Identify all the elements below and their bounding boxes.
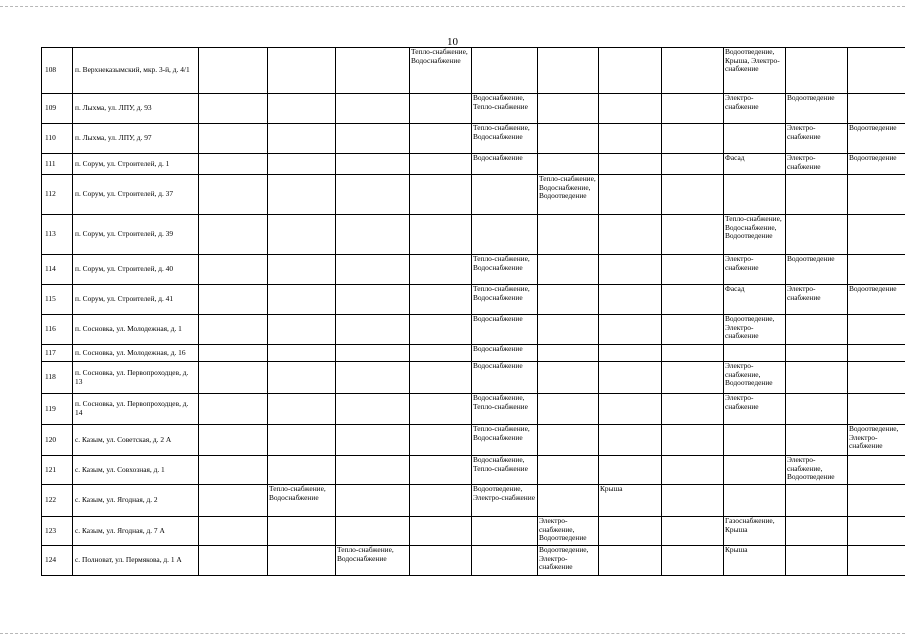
work-type-cell bbox=[538, 285, 599, 315]
work-type-cell bbox=[336, 394, 410, 425]
row-number: 109 bbox=[42, 94, 73, 124]
work-type-cell bbox=[410, 546, 472, 576]
work-type-cell bbox=[599, 215, 662, 255]
work-type-cell bbox=[662, 394, 724, 425]
work-type-cell bbox=[268, 124, 336, 154]
work-type-cell bbox=[268, 285, 336, 315]
work-type-cell bbox=[472, 175, 538, 215]
work-type-cell bbox=[410, 94, 472, 124]
work-type-cell: Водоотведение, Электро-снабжение bbox=[724, 315, 786, 345]
work-type-cell: Электро-снабжение bbox=[724, 394, 786, 425]
work-type-cell bbox=[199, 345, 268, 362]
work-type-cell: Тепло-снабжение, Водоснабжение bbox=[472, 255, 538, 285]
work-type-cell bbox=[410, 215, 472, 255]
address-cell: п. Сосновка, ул. Первопроходцев, д. 14 bbox=[73, 394, 199, 425]
work-type-cell bbox=[336, 425, 410, 456]
row-number: 115 bbox=[42, 285, 73, 315]
work-type-cell bbox=[662, 315, 724, 345]
table-row bbox=[42, 546, 905, 576]
work-type-cell bbox=[538, 315, 599, 345]
table-row bbox=[42, 456, 905, 485]
work-type-cell bbox=[268, 154, 336, 175]
work-type-cell bbox=[199, 456, 268, 485]
row-number: 111 bbox=[42, 154, 73, 175]
address-cell: с. Казым, ул. Советская, д. 2 А bbox=[73, 425, 199, 456]
work-type-cell bbox=[662, 124, 724, 154]
address-cell: с. Казым, ул. Ягодная, д. 2 bbox=[73, 485, 199, 517]
work-type-cell bbox=[662, 285, 724, 315]
work-type-cell: Тепло-снабжение, Водоснабжение bbox=[472, 124, 538, 154]
work-type-cell bbox=[336, 255, 410, 285]
work-type-cell bbox=[268, 48, 336, 94]
address-cell: с. Казым, ул. Совхозная, д. 1 bbox=[73, 456, 199, 485]
work-type-cell bbox=[199, 124, 268, 154]
work-type-cell: Тепло-снабжение, Водоснабжение bbox=[472, 285, 538, 315]
work-type-cell bbox=[538, 394, 599, 425]
work-type-cell bbox=[336, 345, 410, 362]
work-type-cell bbox=[724, 124, 786, 154]
row-number: 121 bbox=[42, 456, 73, 485]
work-type-cell: Фасад bbox=[724, 154, 786, 175]
work-type-cell bbox=[662, 215, 724, 255]
work-type-cell bbox=[336, 48, 410, 94]
work-type-cell bbox=[786, 425, 848, 456]
work-type-cell bbox=[599, 94, 662, 124]
work-type-cell bbox=[599, 315, 662, 345]
row-number: 110 bbox=[42, 124, 73, 154]
work-type-cell bbox=[848, 456, 905, 485]
work-type-cell bbox=[268, 425, 336, 456]
work-type-cell bbox=[199, 215, 268, 255]
address-cell: п. Сосновка, ул. Молодежная, д. 16 bbox=[73, 345, 199, 362]
address-cell: п. Сорум, ул. Строителей, д. 37 bbox=[73, 175, 199, 215]
work-type-cell bbox=[599, 285, 662, 315]
work-type-cell bbox=[662, 485, 724, 517]
work-type-cell: Водоотведение bbox=[848, 285, 905, 315]
work-type-cell bbox=[538, 425, 599, 456]
row-number: 123 bbox=[42, 517, 73, 546]
work-type-cell: Электро-снабжение, Водоотведение bbox=[786, 456, 848, 485]
row-number: 122 bbox=[42, 485, 73, 517]
work-type-cell bbox=[786, 315, 848, 345]
work-type-cell bbox=[410, 285, 472, 315]
work-type-cell bbox=[336, 215, 410, 255]
row-number: 117 bbox=[42, 345, 73, 362]
work-type-cell bbox=[848, 546, 905, 576]
work-type-cell bbox=[662, 517, 724, 546]
work-type-cell: Водоснабжение, Тепло-снабжение bbox=[472, 456, 538, 485]
address-cell: п. Верхнеказымский, мкр. 3-й, д. 4/1 bbox=[73, 48, 199, 94]
work-type-cell bbox=[848, 345, 905, 362]
work-type-cell bbox=[199, 175, 268, 215]
work-type-cell bbox=[724, 485, 786, 517]
work-type-cell bbox=[786, 517, 848, 546]
work-type-cell: Фасад bbox=[724, 285, 786, 315]
address-cell: с. Полноват, ул. Пермякова, д. 1 А bbox=[73, 546, 199, 576]
work-type-cell: Водоснабжение, Тепло-снабжение bbox=[472, 94, 538, 124]
work-type-cell bbox=[472, 546, 538, 576]
work-type-cell: Крыша bbox=[599, 485, 662, 517]
work-type-cell: Электро-снабжение, Водоотведение bbox=[724, 362, 786, 394]
work-type-cell bbox=[599, 362, 662, 394]
table-row bbox=[42, 215, 905, 255]
work-type-cell bbox=[786, 215, 848, 255]
table-row bbox=[42, 394, 905, 425]
work-type-cell bbox=[538, 456, 599, 485]
work-type-cell bbox=[848, 315, 905, 345]
table-row bbox=[42, 255, 905, 285]
work-type-cell: Водоотведение bbox=[786, 94, 848, 124]
work-type-cell bbox=[268, 546, 336, 576]
row-number: 120 bbox=[42, 425, 73, 456]
work-type-cell bbox=[268, 94, 336, 124]
work-type-cell bbox=[662, 154, 724, 175]
work-type-cell bbox=[472, 215, 538, 255]
work-type-cell: Тепло-снабжение, Водоснабжение bbox=[410, 48, 472, 94]
work-type-cell bbox=[786, 345, 848, 362]
work-type-cell: Водоснабжение, Тепло-снабжение bbox=[472, 394, 538, 425]
work-type-cell: Электро-снабжение bbox=[724, 94, 786, 124]
address-cell: п. Лыхма, ул. ЛПУ, д. 93 bbox=[73, 94, 199, 124]
work-type-cell bbox=[410, 315, 472, 345]
work-type-cell bbox=[662, 425, 724, 456]
work-type-cell bbox=[662, 255, 724, 285]
work-type-cell: Водоснабжение bbox=[472, 345, 538, 362]
address-cell: п. Сосновка, ул. Первопроходцев, д. 13 bbox=[73, 362, 199, 394]
work-type-cell bbox=[538, 485, 599, 517]
work-type-cell bbox=[538, 154, 599, 175]
work-type-cell bbox=[599, 345, 662, 362]
work-type-cell bbox=[724, 345, 786, 362]
work-type-cell bbox=[848, 362, 905, 394]
work-type-cell: Электро-снабжение bbox=[786, 285, 848, 315]
work-type-cell bbox=[268, 255, 336, 285]
work-type-cell: Водоснабжение bbox=[472, 362, 538, 394]
work-type-cell: Тепло-снабжение, Водоснабжение bbox=[472, 425, 538, 456]
work-type-cell bbox=[599, 425, 662, 456]
address-cell: с. Казым, ул. Ягодная, д. 7 А bbox=[73, 517, 199, 546]
table-row bbox=[42, 315, 905, 345]
work-type-cell bbox=[199, 394, 268, 425]
work-type-cell: Тепло-снабжение, Водоснабжение bbox=[268, 485, 336, 517]
work-type-cell: Водоотведение, Электро-снабжение bbox=[472, 485, 538, 517]
work-type-cell bbox=[599, 456, 662, 485]
work-type-cell bbox=[336, 456, 410, 485]
work-type-cell bbox=[538, 255, 599, 285]
table-row bbox=[42, 175, 905, 215]
work-type-cell bbox=[848, 517, 905, 546]
work-type-cell bbox=[410, 517, 472, 546]
work-type-cell: Водоотведение, Электро-снабжение bbox=[848, 425, 905, 456]
work-type-cell: Электро-снабжение bbox=[786, 154, 848, 175]
work-type-cell bbox=[268, 362, 336, 394]
work-type-cell bbox=[538, 345, 599, 362]
work-type-cell bbox=[199, 546, 268, 576]
work-type-cell bbox=[538, 94, 599, 124]
table-row bbox=[42, 154, 905, 175]
work-type-cell bbox=[848, 255, 905, 285]
work-type-cell bbox=[336, 94, 410, 124]
table-row bbox=[42, 94, 905, 124]
work-type-cell: Тепло-снабжение, Водоснабжение, Водоотведение bbox=[724, 215, 786, 255]
work-type-cell bbox=[538, 124, 599, 154]
work-type-cell bbox=[410, 154, 472, 175]
work-type-cell bbox=[410, 485, 472, 517]
work-type-cell bbox=[336, 285, 410, 315]
work-type-cell bbox=[268, 175, 336, 215]
row-number: 119 bbox=[42, 394, 73, 425]
work-type-cell bbox=[199, 154, 268, 175]
work-type-cell bbox=[599, 394, 662, 425]
work-type-cell bbox=[268, 315, 336, 345]
work-type-cell: Водоотведение bbox=[848, 124, 905, 154]
work-type-cell: Электро-снабжение, Водоотведение bbox=[538, 517, 599, 546]
work-type-cell bbox=[410, 255, 472, 285]
work-type-cell bbox=[268, 215, 336, 255]
work-type-cell bbox=[199, 255, 268, 285]
work-type-cell bbox=[848, 215, 905, 255]
repair-schedule-table bbox=[41, 47, 905, 576]
work-type-cell: Водоотведение bbox=[848, 154, 905, 175]
scan-edge-bottom bbox=[0, 633, 905, 634]
work-type-cell bbox=[662, 546, 724, 576]
work-type-cell: Водоотведение, Крыша, Электро-снабжение bbox=[724, 48, 786, 94]
work-type-cell bbox=[472, 48, 538, 94]
page-number: 10 bbox=[447, 36, 458, 48]
work-type-cell: Водоотведение bbox=[786, 255, 848, 285]
work-type-cell: Водоснабжение bbox=[472, 154, 538, 175]
work-type-cell bbox=[538, 215, 599, 255]
address-cell: п. Сосновка, ул. Молодежная, д. 1 bbox=[73, 315, 199, 345]
work-type-cell bbox=[848, 94, 905, 124]
work-type-cell: Крыша bbox=[724, 546, 786, 576]
work-type-cell bbox=[410, 345, 472, 362]
work-type-cell bbox=[599, 255, 662, 285]
work-type-cell bbox=[336, 485, 410, 517]
work-type-cell bbox=[786, 362, 848, 394]
table-row bbox=[42, 517, 905, 546]
table-row bbox=[42, 285, 905, 315]
work-type-cell bbox=[662, 362, 724, 394]
work-type-cell bbox=[599, 48, 662, 94]
address-cell: п. Сорум, ул. Строителей, д. 1 bbox=[73, 154, 199, 175]
work-type-cell bbox=[599, 175, 662, 215]
work-type-cell: Водоотведение, Электро-снабжение bbox=[538, 546, 599, 576]
work-type-cell bbox=[336, 124, 410, 154]
work-type-cell bbox=[724, 175, 786, 215]
row-number: 118 bbox=[42, 362, 73, 394]
table-row bbox=[42, 48, 905, 94]
work-type-cell bbox=[599, 546, 662, 576]
work-type-cell bbox=[336, 517, 410, 546]
table-body bbox=[42, 48, 905, 576]
work-type-cell bbox=[599, 154, 662, 175]
work-type-cell bbox=[410, 456, 472, 485]
work-type-cell bbox=[538, 48, 599, 94]
table-row bbox=[42, 485, 905, 517]
work-type-cell bbox=[724, 425, 786, 456]
work-type-cell bbox=[268, 345, 336, 362]
work-type-cell bbox=[268, 456, 336, 485]
row-number: 108 bbox=[42, 48, 73, 94]
work-type-cell bbox=[410, 362, 472, 394]
work-type-cell bbox=[599, 517, 662, 546]
work-type-cell bbox=[848, 394, 905, 425]
work-type-cell: Электро-снабжение bbox=[786, 124, 848, 154]
scan-edge-top bbox=[0, 6, 905, 7]
work-type-cell bbox=[724, 456, 786, 485]
table-row bbox=[42, 362, 905, 394]
address-cell: п. Сорум, ул. Строителей, д. 39 bbox=[73, 215, 199, 255]
work-type-cell bbox=[662, 456, 724, 485]
work-type-cell: Электро-снабжение bbox=[724, 255, 786, 285]
table-row bbox=[42, 124, 905, 154]
work-type-cell: Газоснабжение, Крыша bbox=[724, 517, 786, 546]
work-type-cell bbox=[786, 175, 848, 215]
row-number: 114 bbox=[42, 255, 73, 285]
work-type-cell bbox=[199, 485, 268, 517]
work-type-cell bbox=[538, 362, 599, 394]
work-type-cell bbox=[336, 315, 410, 345]
work-type-cell bbox=[410, 124, 472, 154]
work-type-cell bbox=[410, 425, 472, 456]
work-type-cell bbox=[472, 517, 538, 546]
work-type-cell bbox=[786, 485, 848, 517]
work-type-cell bbox=[662, 94, 724, 124]
work-type-cell bbox=[662, 48, 724, 94]
row-number: 116 bbox=[42, 315, 73, 345]
work-type-cell bbox=[199, 285, 268, 315]
work-type-cell bbox=[268, 517, 336, 546]
work-type-cell: Тепло-снабжение, Водоснабжение bbox=[336, 546, 410, 576]
work-type-cell bbox=[662, 345, 724, 362]
work-type-cell bbox=[786, 546, 848, 576]
address-cell: п. Лыхма, ул. ЛПУ, д. 97 bbox=[73, 124, 199, 154]
work-type-cell: Водоснабжение bbox=[472, 315, 538, 345]
work-type-cell bbox=[199, 94, 268, 124]
work-type-cell bbox=[199, 48, 268, 94]
work-type-cell bbox=[848, 48, 905, 94]
work-type-cell bbox=[336, 175, 410, 215]
work-type-cell bbox=[662, 175, 724, 215]
work-type-cell: Тепло-снабжение, Водоснабжение, Водоотведение bbox=[538, 175, 599, 215]
work-type-cell bbox=[599, 124, 662, 154]
table-row bbox=[42, 345, 905, 362]
work-type-cell bbox=[410, 394, 472, 425]
work-type-cell bbox=[336, 154, 410, 175]
address-cell: п. Сорум, ул. Строителей, д. 41 bbox=[73, 285, 199, 315]
work-type-cell bbox=[199, 362, 268, 394]
work-type-cell bbox=[848, 175, 905, 215]
work-type-cell bbox=[848, 485, 905, 517]
work-type-cell bbox=[199, 315, 268, 345]
row-number: 112 bbox=[42, 175, 73, 215]
work-type-cell bbox=[786, 48, 848, 94]
address-cell: п. Сорум, ул. Строителей, д. 40 bbox=[73, 255, 199, 285]
work-type-cell bbox=[336, 362, 410, 394]
work-type-cell bbox=[268, 394, 336, 425]
row-number: 113 bbox=[42, 215, 73, 255]
row-number: 124 bbox=[42, 546, 73, 576]
work-type-cell bbox=[786, 394, 848, 425]
table-row bbox=[42, 425, 905, 456]
work-type-cell bbox=[199, 425, 268, 456]
work-type-cell bbox=[410, 175, 472, 215]
work-type-cell bbox=[199, 517, 268, 546]
